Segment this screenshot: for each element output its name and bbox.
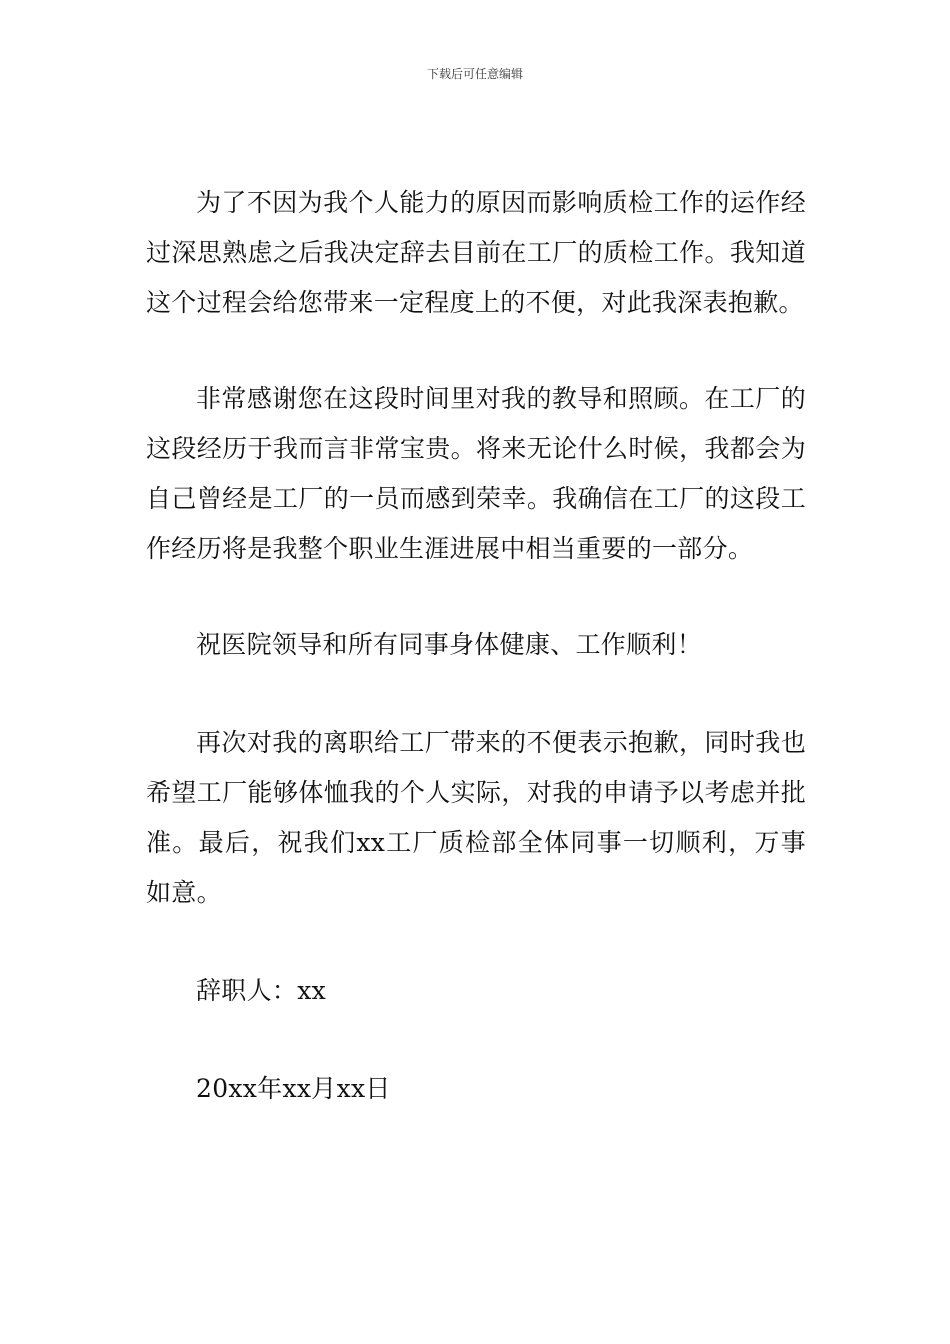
letter-body <box>146 178 806 1114</box>
page-header-note: 下载后可任意编辑 <box>426 67 523 81</box>
paragraph-apology: 再次对我的离职给工厂带来的不便表示抱歉，同时我也希望工厂能够体恤我的个人实际，对我的申请予以考虑并批准。最后，祝我们xx工厂质检部全体同事一切顺利，万事如意。 <box>146 728 806 907</box>
paragraph-resignation-reason: 为了不因为我个人能力的原因而影响质检工作的运作经过深思熟虑之后我决定辞去目前在工厂的质检工作。我知道这个过程会给您带来一定程度上的不便，对此我深表抱歉。 <box>146 188 806 317</box>
signature-line: 辞职人：xx <box>196 976 326 1005</box>
paragraph-thanks: 非常感谢您在这段时间里对我的教导和照顾。在工厂的这段经历于我而言非常宝贵。将来无论什么时候，我都会为自己曾经是工厂的一员而感到荣幸。我确信在工厂的这段工作经历将是我整个职业生涯进展中相当重要的一部分。 <box>146 384 806 563</box>
paragraph-wishes: 祝医院领导和所有同事身体健康、工作顺利！ <box>196 630 703 659</box>
date-line: 20xx年xx月xx日 <box>196 1074 391 1103</box>
